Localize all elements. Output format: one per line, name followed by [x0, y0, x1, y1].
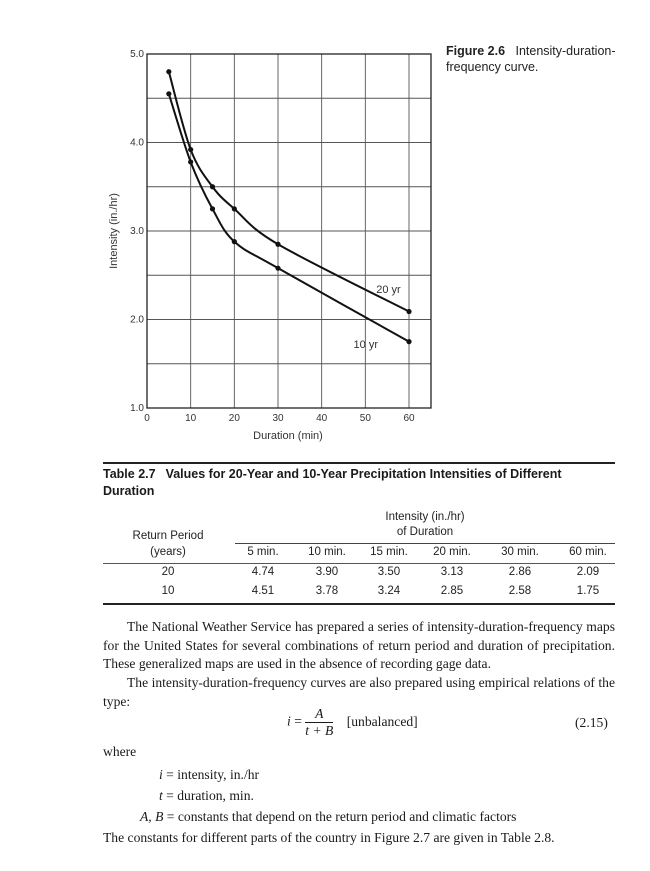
intensity-cell: 2.86 — [508, 566, 532, 578]
figure-number: Figure 2.6 — [446, 44, 506, 58]
y-tick-label: 5.0 — [130, 49, 144, 60]
intensity-cell: 1.75 — [576, 585, 600, 597]
data-point-20yr — [406, 309, 411, 314]
equation-2-15 — [287, 706, 418, 739]
y-axis-ticks — [130, 49, 144, 414]
closing-sentence: The constants for different parts of the country in Figure 2.7 are given in Table 2.8. — [103, 830, 555, 845]
intensity-cell: 3.78 — [315, 585, 339, 597]
column-header: 15 min. — [370, 546, 408, 558]
table-top-rule — [103, 462, 615, 464]
table-bottom-rule — [103, 603, 615, 605]
x-tick-label: 50 — [359, 413, 371, 424]
column-header: 30 min. — [501, 546, 539, 558]
data-point-10yr — [166, 91, 171, 96]
data-point-20yr — [166, 69, 171, 74]
column-header: 60 min. — [569, 546, 607, 558]
definition-text: = duration, min. — [162, 788, 254, 803]
intensity-cell: 2.85 — [440, 585, 464, 597]
intensity-cell: 3.24 — [377, 585, 401, 597]
equation-denominator: t + B — [305, 723, 334, 738]
series-label-10yr: 10 yr — [353, 338, 379, 351]
x-tick-label: 60 — [403, 413, 415, 424]
data-point-20yr — [188, 147, 193, 152]
x-tick-label: 10 — [185, 413, 197, 424]
group-header-line1: Intensity (in./hr) — [385, 511, 465, 523]
figure-caption — [446, 43, 626, 75]
intensity-cell: 3.90 — [315, 566, 339, 578]
equation-note: [unbalanced] — [346, 713, 418, 729]
x-tick-label: 40 — [316, 413, 328, 424]
x-tick-label: 20 — [228, 413, 240, 424]
paragraph-2-text: The intensity-duration-frequency curves are also prepared using empirical relations of the type: — [103, 675, 615, 709]
column-header: 5 min. — [247, 546, 279, 558]
data-point-20yr — [210, 184, 215, 189]
x-axis-ticks — [144, 413, 415, 424]
intensity-cell: 4.51 — [251, 585, 275, 597]
series-label-20yr: 20 yr — [376, 283, 401, 296]
intensity-cell: 4.74 — [251, 566, 275, 578]
figure-caption-text: Intensity-duration-frequency curve. — [446, 44, 616, 74]
definition-symbol: A, B — [140, 809, 164, 824]
definition-ab — [140, 809, 516, 825]
y-axis-label: Intensity (in./hr) — [108, 193, 120, 269]
data-point-10yr — [232, 239, 237, 244]
definition-symbol: i — [159, 767, 163, 782]
column-header: 10 min. — [308, 546, 346, 558]
definition-text: = intensity, in./hr — [162, 767, 260, 782]
data-point-10yr — [188, 159, 193, 164]
data-point-10yr — [275, 266, 280, 271]
y-tick-label: 2.0 — [130, 314, 144, 326]
definition-text: = constants that depend on the return period and climatic factors — [163, 809, 517, 824]
y-tick-label: 3.0 — [130, 226, 144, 237]
series-layer — [169, 72, 409, 342]
table-number: Table 2.7 — [103, 467, 156, 481]
return-period-cell: 20 — [161, 566, 175, 578]
definition-t — [159, 788, 254, 804]
row-header-line2: (years) — [150, 546, 186, 558]
data-point-20yr — [275, 242, 280, 247]
data-point-10yr — [406, 339, 411, 344]
x-tick-label: 0 — [144, 413, 150, 424]
x-tick-label: 30 — [272, 413, 284, 424]
chart-grid — [147, 54, 431, 408]
equation-lhs: i — [287, 713, 291, 729]
equation-numerator: A — [305, 706, 333, 723]
series-line-10yr — [169, 94, 409, 342]
intensity-cell: 3.50 — [377, 566, 401, 578]
data-point-20yr — [232, 206, 237, 211]
group-header-line2: of Duration — [396, 526, 454, 538]
table-title-text: Values for 20-Year and 10-Year Precipitation Intensities of Different Duration — [103, 467, 562, 498]
intensity-cell: 2.58 — [508, 585, 532, 597]
table-title — [103, 466, 615, 500]
equation-number: (2.15) — [575, 715, 608, 730]
definition-i — [159, 767, 259, 783]
row-header-line1: Return Period — [132, 530, 204, 542]
intensity-cell: 2.09 — [576, 566, 600, 578]
group-header-rule — [235, 543, 615, 544]
paragraph-1 — [103, 618, 615, 674]
y-tick-label: 1.0 — [130, 403, 144, 414]
y-tick-label: 4.0 — [130, 137, 144, 149]
definition-symbol: t — [159, 788, 163, 803]
paragraph-1-text: The National Weather Service has prepared a series of intensity-duration-frequency maps for the United States for several combinations of return period and duration of precipitation. These generalized maps are used in the absence of recording gage data. — [103, 619, 615, 671]
header-bottom-rule — [103, 563, 615, 564]
column-header: 20 min. — [433, 546, 471, 558]
equation-fraction — [305, 706, 333, 739]
where-label: where — [103, 744, 137, 759]
equation-equals: = — [294, 713, 302, 729]
return-period-cell: 10 — [161, 585, 175, 597]
points-layer — [166, 69, 411, 344]
intensity-cell: 3.13 — [440, 566, 464, 578]
data-point-10yr — [210, 206, 215, 211]
x-axis-label: Duration (min) — [253, 430, 323, 442]
